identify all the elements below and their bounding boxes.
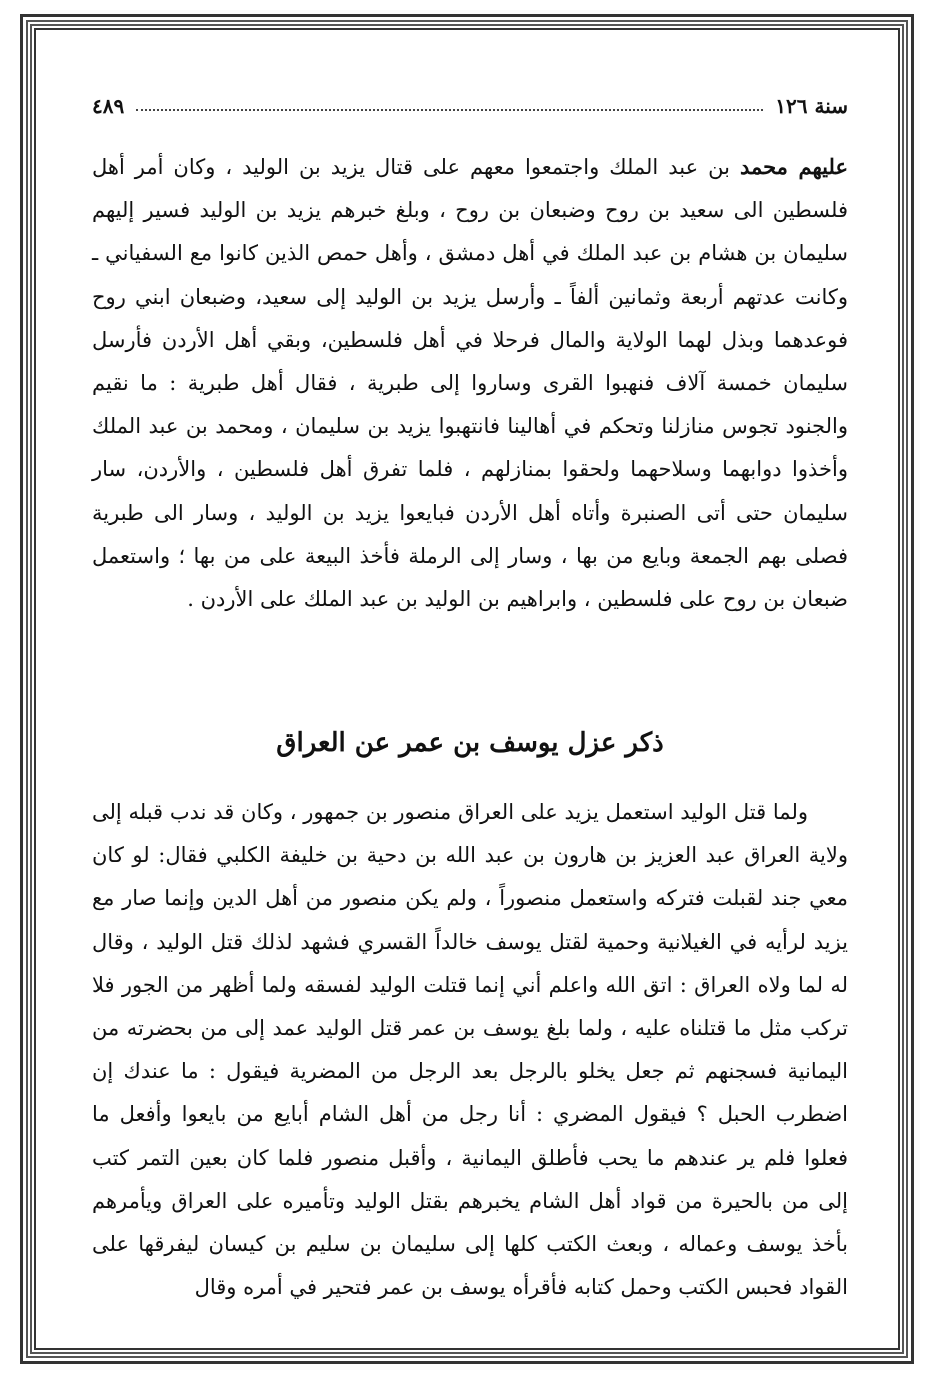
running-head-title: سنة ١٢٦ <box>775 94 848 118</box>
running-head-dotted-rule <box>136 109 763 111</box>
paragraph: ولما قتل الوليد استعمل يزيد على العراق منصور بن جمهور ، وكان قد ندب قبله إلى ولاية العراق عبد العزيز بن هارون بن عبد الله بن دحية بن خليفة الكلبي فقال: لو كان معي جند لقبلت فتركه واستعمل منصوراً ، ولم يكن منصور من أهل الدين وإنما صار مع يزيد لرأيه في الغيلانية وحمية لقتل يوسف خالداً القسري فشهد لذلك قتل الوليد ، وقال له لما ولاه العراق : اتق الله واعلم أني إنما قتلت الوليد لفسقه ولما أظهر من الجور فلا تركب مثل ما قتلناه عليه ، ولما بلغ يوسف بن عمر قتل الوليد عمد إلى من بحضرته من اليمانية فسجنهم ثم جعل يخلو بالرجل بعد الرجل من المضرية فيقول : ما عندك إن اضطرب الحبل ؟ فيقول المضري : أنا رجل من أهل الشام أبايع من بايعوا وأفعل ما فعلوا فلم ير عندهم ما يحب فأطلق اليمانية ، وأقبل منصور فلما كان بعين التمر كتب إلى من بالحيرة من قواد أهل الشام يخبرهم بقتل الوليد وتأميره على العراق ويأمرهم بأخذ يوسف وعماله ، وبعث الكتب كلها إلى سليمان بن سليم بن كيسان ليفرقها على القواد فحبس الكتب وحمل كتابه فأقرأه يوسف بن عمر فتحير في أمره وقال <box>92 800 848 1300</box>
page-number: ٤٨٩ <box>92 94 125 118</box>
running-head <box>92 92 848 120</box>
section-heading: ذكر عزل يوسف بن عمر عن العراق <box>276 728 664 758</box>
section-2-body <box>92 791 848 1309</box>
section-1-body <box>92 145 848 621</box>
paragraph <box>92 145 848 621</box>
bold-lead: عليهم محمد <box>739 154 848 179</box>
paragraph-text: بن عبد الملك واجتمعوا معهم على قتال يزيد بن الوليد ، وكان أمر أهل فلسطين الى سعيد بن روح وضبعان بن روح ، وبلغ خبرهم يزيد بن الوليد فسير إليهم سليمان بن هشام بن عبد الملك في أهل دمشق ، وأهل حمص الذين كانوا مع السفياني ـ وكانت عدتهم أربعة وثمانين ألفاً ـ وأرسل يزيد بن الوليد إلى سعيد، وضبعان ابني روح فوعدهما وبذل لهما الولاية والمال فرحلا في أهل فلسطين، وبقي أهل الأردن فأرسل سليمان خمسة آلاف فنهبوا القرى وساروا إلى طبرية ، فقال أهل طبرية : ما نقيم والجنود تجوس منازلنا وتحكم في أهالينا فانتهبوا يزيد بن سليمان ، ومحمد بن عبد الملك وأخذوا دوابهما وسلاحهما ولحقوا بمنازلهم ، فلما تفرق أهل فلسطين ، والأردن، سار سليمان حتى أتى الصنبرة وأتاه أهل الأردن فبايعوا يزيد بن الوليد ، وسار الى طبرية فصلى بهم الجمعة وبايع من بها ، وسار إلى الرملة فأخذ البيعة على من بها ؛ واستعمل ضبعان بن روح على فلسطين ، وابراهيم بن الوليد بن عبد الملك على الأردن . <box>92 155 848 612</box>
